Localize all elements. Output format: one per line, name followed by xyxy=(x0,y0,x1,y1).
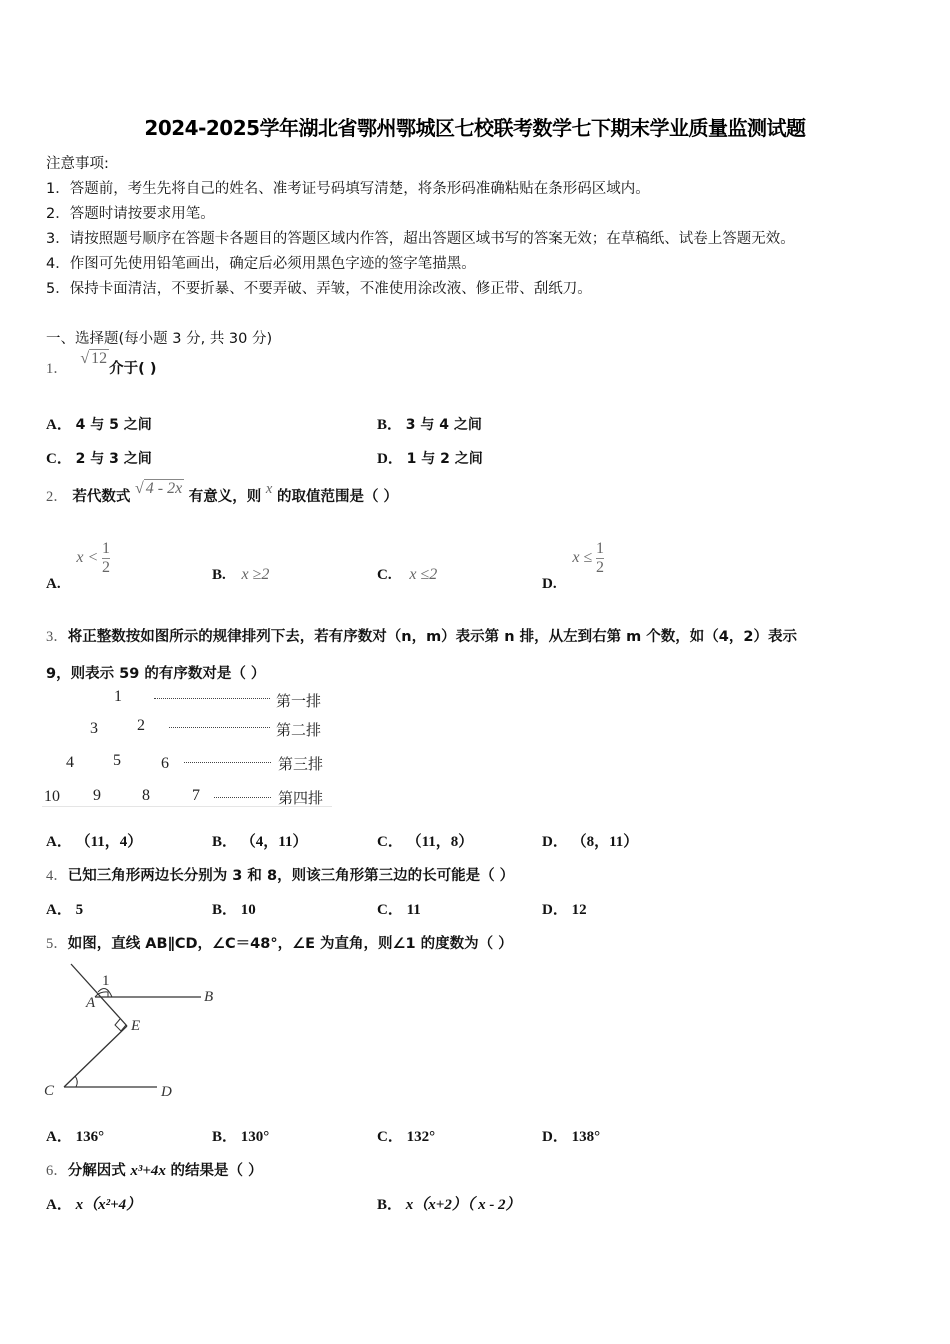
q6-option-b[interactable]: B． x（x+2）（ x - 2） xyxy=(377,1197,521,1213)
q1-option-a[interactable]: A． 4 与 5 之间 xyxy=(46,417,152,433)
fraction: $\frac{1}{2}$ xyxy=(102,540,110,576)
point-d-label: D xyxy=(161,1084,172,1100)
question-text-after: 的取值范围是（ ） xyxy=(276,489,399,505)
angle-1-label: 1 xyxy=(102,973,110,989)
row-label: 第一排 xyxy=(276,692,322,710)
sqrt-expression: √ 12 xyxy=(80,350,108,367)
variable: x xyxy=(265,481,273,497)
row-label: 第三排 xyxy=(278,755,324,773)
question-number: 1． xyxy=(46,361,68,377)
point-b-label: B xyxy=(204,989,214,1005)
question-3-line-2: 9，则表示 59 的有序数对是（ ） xyxy=(46,666,266,682)
point-c-label: C xyxy=(44,1083,55,1099)
diagram-number: 10 xyxy=(44,788,60,805)
notice-heading: 注意事项: xyxy=(46,156,109,172)
diagram-number: 3 xyxy=(90,720,98,737)
question-number: 3． xyxy=(46,629,68,645)
diagram-number: 9 xyxy=(93,787,101,804)
q2-option-c[interactable]: C. x ≤2 xyxy=(377,566,438,583)
question-number: 4． xyxy=(46,868,68,884)
q6-option-a[interactable]: A． x（x²+4） xyxy=(46,1197,142,1213)
q3-option-a[interactable]: A． （11，4） xyxy=(46,834,143,850)
diagram-number: 8 xyxy=(142,787,150,804)
q4-option-c[interactable]: C． 11 xyxy=(377,902,421,918)
q5-option-d[interactable]: D． 138° xyxy=(542,1129,601,1145)
diagram-number: 1 xyxy=(114,688,122,705)
question-text-before: 若代数式 xyxy=(72,489,131,505)
question-number: 2． xyxy=(46,489,68,505)
notice-item-1: 1．答题前，考生先将自己的姓名、准考证号码填写清楚，将条形码准确粘贴在条形码区域内。 xyxy=(46,181,650,197)
q2-option-b[interactable]: B. x ≥2 xyxy=(212,566,270,583)
q4-option-a[interactable]: A． 5 xyxy=(46,902,84,918)
dotted-leader xyxy=(184,762,271,763)
diagram-number: 5 xyxy=(113,752,121,769)
diagram-number: 7 xyxy=(192,787,200,804)
point-a-label: A xyxy=(86,995,96,1011)
q1-option-b[interactable]: B． 3 与 4 之间 xyxy=(377,417,482,433)
question-5: 5．如图，直线 AB∥CD，∠C＝48°，∠E 为直角，则∠1 的度数为（ ） xyxy=(46,936,513,952)
point-e-label: E xyxy=(131,1018,141,1034)
q3-option-b[interactable]: B． （4，11） xyxy=(212,834,308,850)
notice-item-5: 5．保持卡面清洁，不要折暴、不要弄破、弄皱，不准使用涂改液、修正带、刮纸刀。 xyxy=(46,281,592,297)
notice-item-2: 2．答题时请按要求用笔。 xyxy=(46,206,215,222)
question-6: 6．分解因式 x³+4x 的结果是（ ） xyxy=(46,1163,263,1179)
diagram-number: 6 xyxy=(161,755,169,772)
q2-option-d[interactable]: D. x ≤ $\frac{1}{2}$ xyxy=(542,540,604,592)
page-title: 2024-2025学年湖北省鄂州鄂城区七校联考数学七下期末学业质量监测试题 xyxy=(144,116,806,140)
question-3-line-1: 3．将正整数按如图所示的规律排列下去，若有序数对（n，m）表示第 n 排，从左到右第 m 个数，如（4，2）表示 xyxy=(46,629,797,645)
q3-option-c[interactable]: C． （11，8） xyxy=(377,834,474,850)
diagram-number: 4 xyxy=(66,754,74,771)
q1-option-d[interactable]: D． 1 与 2 之间 xyxy=(377,451,483,467)
question-text: 介于( ) xyxy=(109,361,157,377)
fraction: $\frac{1}{2}$ xyxy=(595,540,604,576)
dotted-leader xyxy=(154,698,270,699)
section-heading: 一、选择题(每小题 3 分, 共 30 分) xyxy=(46,331,273,347)
question-2 xyxy=(46,480,399,506)
q3-option-d[interactable]: D． （8，11） xyxy=(542,834,639,850)
row-label: 第二排 xyxy=(276,721,322,739)
q1-option-c[interactable]: C． 2 与 3 之间 xyxy=(46,451,152,467)
math-expression: x³+4x xyxy=(130,1163,166,1179)
number-triangle-diagram xyxy=(42,686,332,808)
question-text-middle: 有意义，则 xyxy=(188,489,262,505)
question-4: 4．已知三角形两边长分别为 3 和 8，则该三角形第三边的长可能是（ ） xyxy=(46,868,515,884)
notice-item-4: 4．作图可先使用铅笔画出，确定后必须用黑色字迹的签字笔描黑。 xyxy=(46,256,476,272)
parallel-lines-figure xyxy=(40,955,240,1105)
notice-item-3: 3．请按照题号顺序在答题卡各题目的答题区域内作答，超出答题区域书写的答案无效；在草稿纸、试卷上答题无效。 xyxy=(46,231,795,247)
dotted-leader xyxy=(214,797,271,798)
question-number: 6． xyxy=(46,1163,68,1179)
diagram-baseline xyxy=(42,806,332,807)
q2-option-a[interactable]: A. x < $\frac{1}{2}$ xyxy=(46,540,110,592)
q5-option-a[interactable]: A． 136° xyxy=(46,1129,105,1145)
row-label: 第四排 xyxy=(278,789,324,807)
dotted-leader xyxy=(169,727,270,728)
sqrt-expression: √ 4 - 2x xyxy=(134,480,183,497)
q5-option-c[interactable]: C． 132° xyxy=(377,1129,436,1145)
diagram-number: 2 xyxy=(137,717,145,734)
question-1 xyxy=(46,350,157,378)
q5-option-b[interactable]: B． 130° xyxy=(212,1129,270,1145)
question-number: 5． xyxy=(46,936,68,952)
q4-option-b[interactable]: B． 10 xyxy=(212,902,256,918)
q4-option-d[interactable]: D． 12 xyxy=(542,902,587,918)
